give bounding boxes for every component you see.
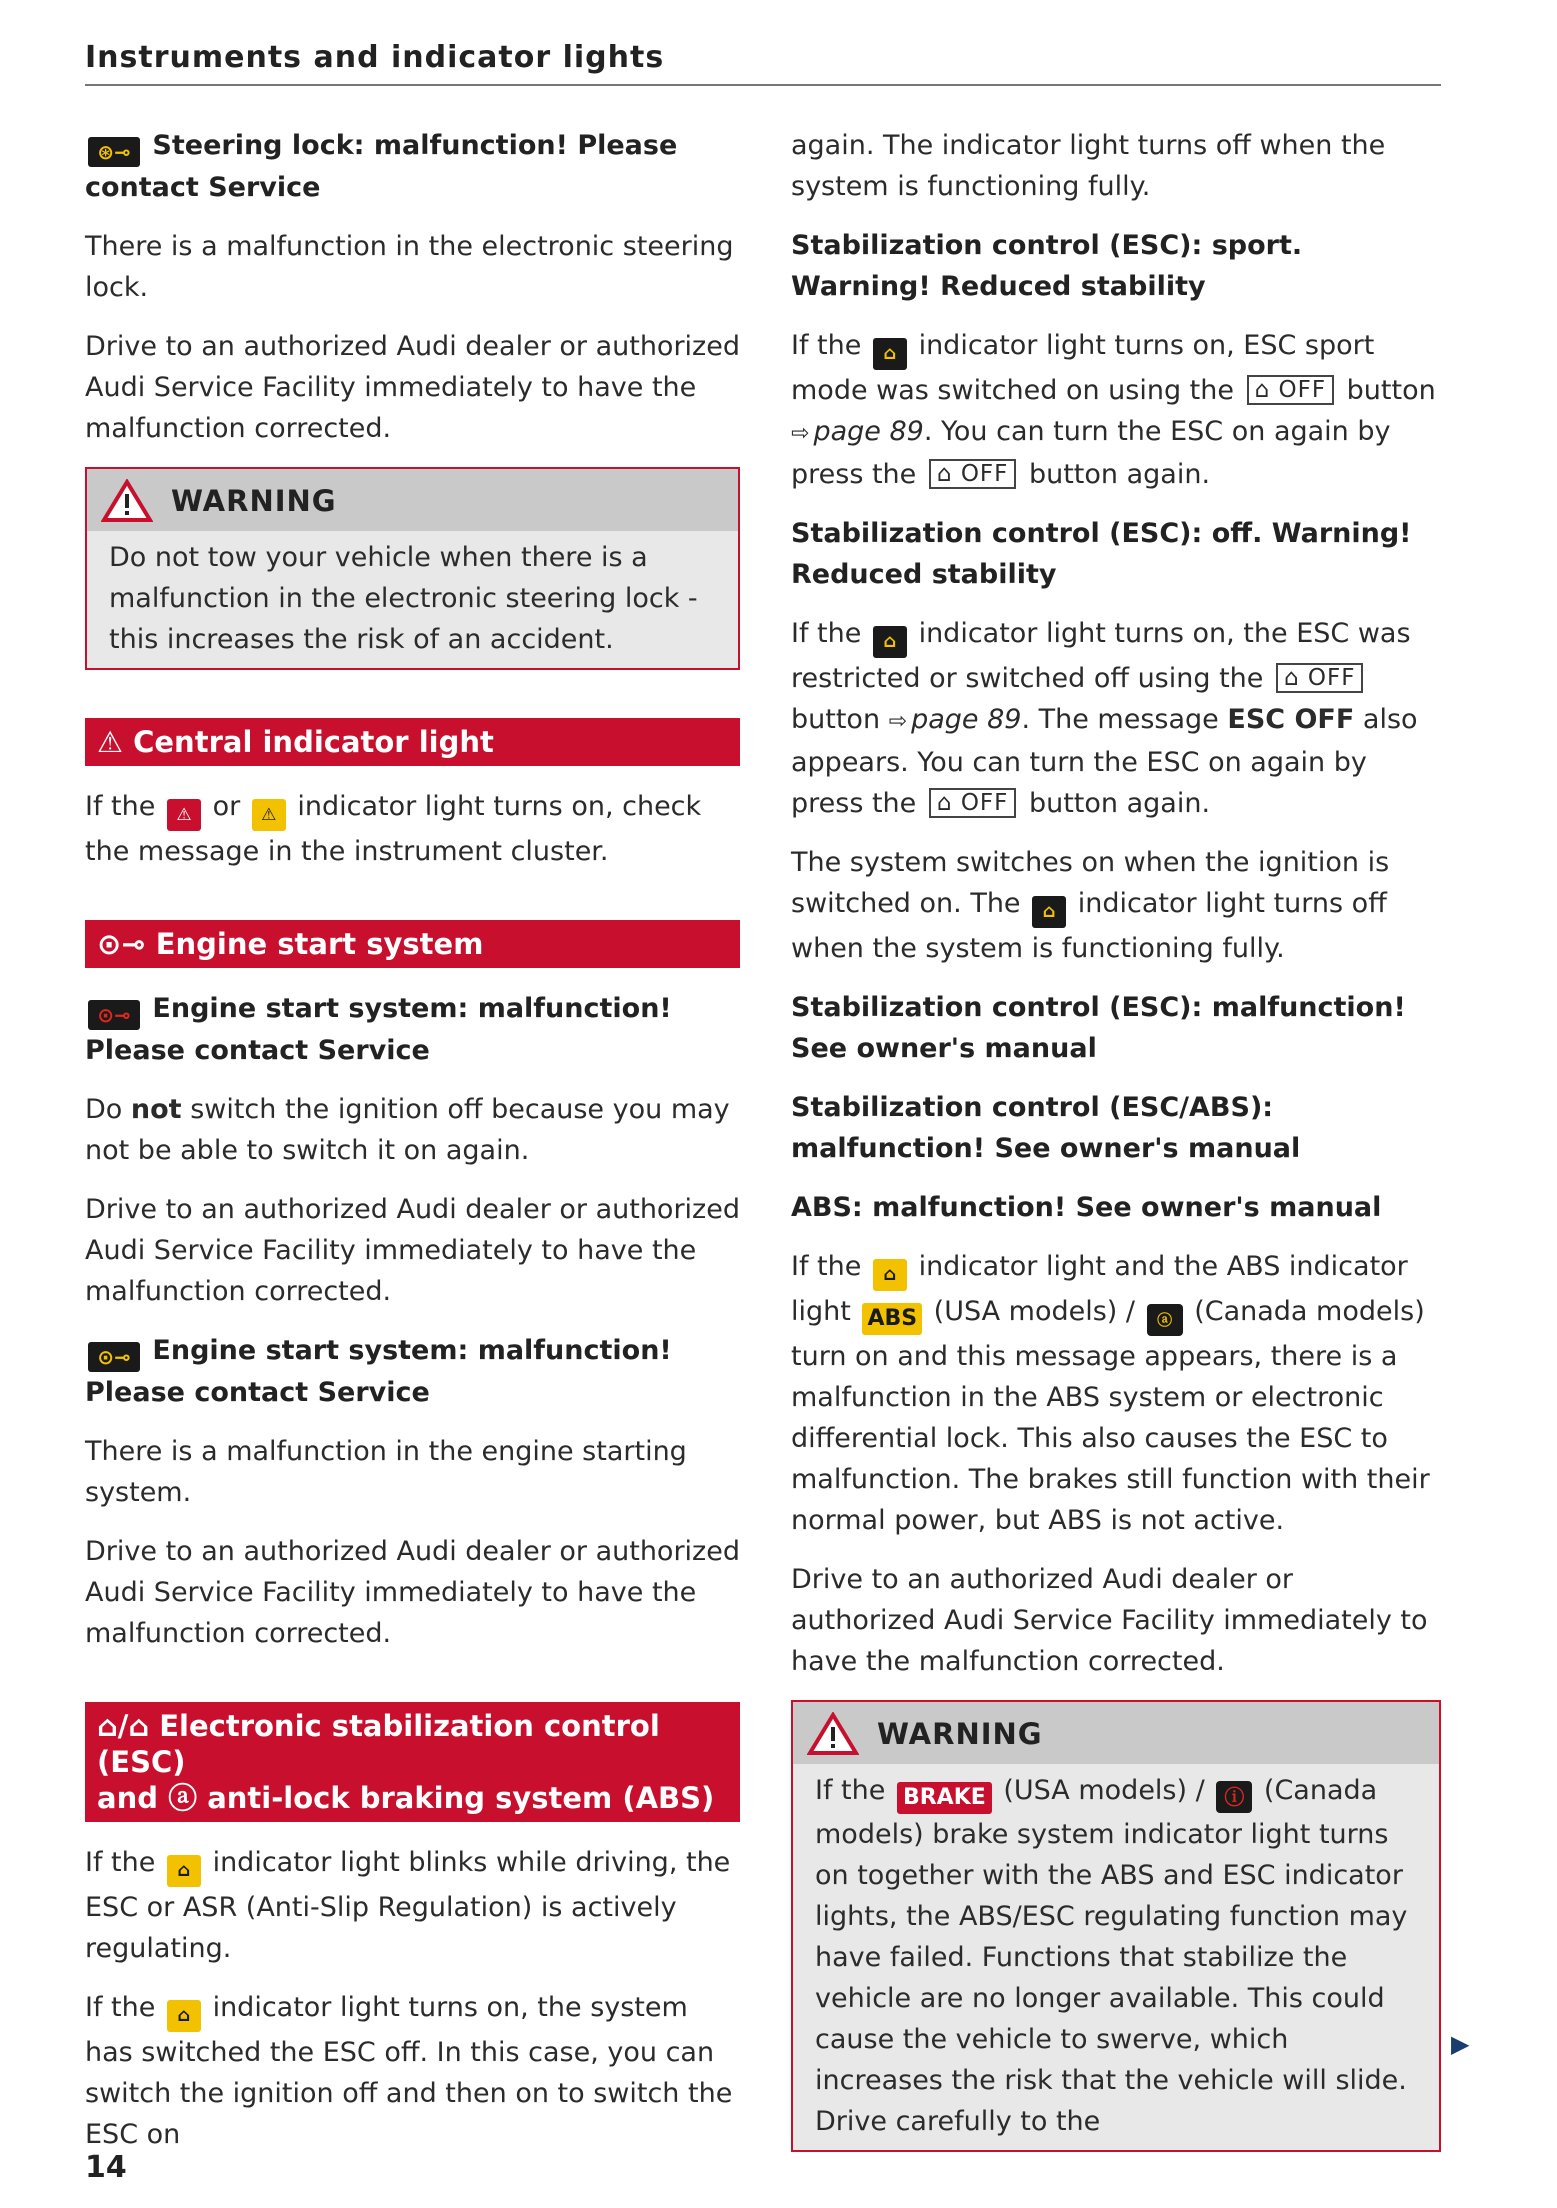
esc-off-button-icon: ⌂ OFF (1247, 375, 1334, 405)
abs-malfunction-text: If the ⌂ indicator light and the ABS indicator light ABS (USA models) / ⓐ (Canada models) turn on and this message appears, there is a malfunction in the ABS system or electronic differential lock. This also causes the ESC to malfunction. The brakes still function with their normal power, but ABS is not active. (791, 1251, 1430, 1536)
esc-off-button-icon: ⌂ OFF (929, 459, 1016, 489)
engine-start-yellow-icon: ⊙⊸ (88, 1342, 140, 1372)
warning-box-steering (85, 467, 740, 670)
section-banner-esc-abs: ⌂/⌂ Electronic stabilization control (ESC) and ⓐ anti-lock braking system (ABS) (85, 1702, 740, 1822)
steering-lock-heading: ⊛⊸ Steering lock: malfunction! Please contact Service (85, 130, 678, 203)
engine-start-heading-2: ⊙⊸ Engine start system: malfunction! Please contact Service (85, 1335, 672, 1408)
warning-triangle-icon: ⚠ (97, 725, 123, 759)
warning-header (87, 469, 738, 531)
system-switch-text: The system switches on when the ignition is switched on. The ⌂ indicator light turns off when the system is functioning fully. (791, 847, 1390, 964)
steering-lock-text-1: There is a malfunction in the electronic steering lock. (85, 231, 734, 303)
section-banner-engine-start: ⊙⊸ Engine start system (85, 920, 740, 968)
abs-icon: ⓐ (168, 1781, 198, 1815)
right-column (791, 125, 1441, 2180)
page-header-title: Instruments and indicator lights (85, 40, 665, 75)
page-reference[interactable]: page 89 (911, 704, 1022, 735)
warning-triangle-icon (101, 479, 153, 523)
esc-indicator-icon: ⌂ (167, 2000, 201, 2032)
warning-title: WARNING (877, 1716, 1043, 1751)
engine-start-text-4: Drive to an authorized Audi dealer or authorized Audi Service Facility immediately to have the malfunction corrected. (85, 1536, 740, 1649)
esc-off-icon: ⌂ (128, 1709, 150, 1743)
header-divider (85, 84, 1441, 86)
engine-start-text-1: Do not switch the ignition off because you may not be able to switch it on again. (85, 1094, 730, 1166)
page-reference[interactable]: page 89 (813, 416, 924, 447)
abs-malfunction-heading: ABS: malfunction! See owner's manual (791, 1192, 1382, 1223)
red-warning-triangle-icon: ⚠ (167, 799, 201, 831)
engine-start-heading-1: ⊙⊸ Engine start system: malfunction! Please contact Service (85, 993, 672, 1066)
esc-sport-heading: Stabilization control (ESC): sport. Warning! Reduced stability (791, 230, 1303, 302)
esc-abs-malfunction-heading: Stabilization control (ESC/ABS): malfunction! See owner's manual (791, 1092, 1301, 1164)
brake-canada-icon: ⓘ (1216, 1781, 1252, 1813)
engine-start-text-2: Drive to an authorized Audi dealer or authorized Audi Service Facility immediately to have the malfunction corrected. (85, 1194, 740, 1307)
esc-off-indicator-icon: ⌂ (873, 626, 907, 658)
steering-lock-text-2: Drive to an authorized Audi dealer or authorized Audi Service Facility immediately to have the malfunction corrected. (85, 331, 740, 444)
warning-title: WARNING (171, 483, 337, 518)
engine-start-red-icon: ⊙⊸ (88, 1000, 140, 1030)
abs-canada-icon: ⓐ (1147, 1304, 1183, 1336)
esc-indicator-icon: ⌂ (873, 1259, 907, 1291)
esc-off-indicator-icon: ⌂ (873, 338, 907, 370)
esc-off-text: If the ⌂ indicator light turns on, the ESC was restricted or switched off using the ⌂ OFF button ⇨ page 89. The message ESC OFF also appears. You can turn the ESC on again by press the ⌂ OFF button again. (791, 618, 1418, 819)
esc-off-button-icon: ⌂ OFF (1276, 663, 1363, 693)
esc-malfunction-heading: Stabilization control (ESC): malfunction! See owner's manual (791, 992, 1406, 1064)
warning-box-brake (791, 1700, 1441, 2152)
section-banner-central-indicator: ⚠ Central indicator light (85, 718, 740, 766)
warning-header (793, 1702, 1439, 1764)
page-number: 14 (85, 2150, 127, 2185)
esc-indicator-icon: ⌂ (167, 1855, 201, 1887)
warning-triangle-icon (807, 1712, 859, 1756)
next-page-arrow-icon[interactable]: ▶ (1451, 2030, 1470, 2058)
warning-text: Do not tow your vehicle when there is a malfunction in the electronic steering lock - this increases the risk of an accident. (109, 542, 698, 655)
abs-usa-icon: ABS (862, 1303, 922, 1335)
yellow-warning-triangle-icon: ⚠ (252, 799, 286, 831)
esc-icon: ⌂ (97, 1709, 118, 1743)
engine-start-text-3: There is a malfunction in the engine starting system. (85, 1436, 687, 1508)
esc-text-1: If the ⌂ indicator light blinks while driving, the ESC or ASR (Anti-Slip Regulation) is actively regulating. (85, 1847, 731, 1964)
page-reference-arrow-icon: ⇨ (888, 709, 908, 734)
engine-start-icon: ⊙⊸ (97, 927, 146, 961)
esc-sport-text: If the ⌂ indicator light turns on, ESC sport mode was switched on using the ⌂ OFF button ⇨ page 89. You can turn the ESC on again by press the ⌂ OFF button again. (791, 330, 1436, 490)
esc-off-indicator-icon: ⌂ (1032, 896, 1066, 928)
esc-off-button-icon: ⌂ OFF (929, 788, 1016, 818)
esc-text-2: If the ⌂ indicator light turns on, the system has switched the ESC off. In this case, you can switch the ignition off and then on to switch the ESC on (85, 1992, 733, 2150)
drive-to-dealer-text: Drive to an authorized Audi dealer or authorized Audi Service Facility immediately to have the malfunction corrected. (791, 1564, 1428, 1677)
central-indicator-text: If the ⚠ or ⚠ indicator light turns on, check the message in the instrument cluster. (85, 791, 702, 867)
left-column (85, 125, 740, 2173)
steering-lock-icon: ⊛⊸ (88, 137, 140, 167)
page-reference-arrow-icon: ⇨ (791, 421, 810, 446)
brake-usa-icon: BRAKE (897, 1782, 992, 1814)
warning-text: If the BRAKE (USA models) / ⓘ (Canada models) brake system indicator light turns on together with the ABS and ESC indicator lights, the ABS/ESC regulating function may have failed. Functions that stabilize the vehicle are no longer available. This could cause the vehicle to swerve, which increases the risk that the vehicle will slide. Drive carefully to the (815, 1775, 1408, 2137)
continued-text: again. The indicator light turns off when the system is functioning fully. (791, 130, 1386, 202)
esc-off-heading: Stabilization control (ESC): off. Warning! Reduced stability (791, 518, 1412, 590)
